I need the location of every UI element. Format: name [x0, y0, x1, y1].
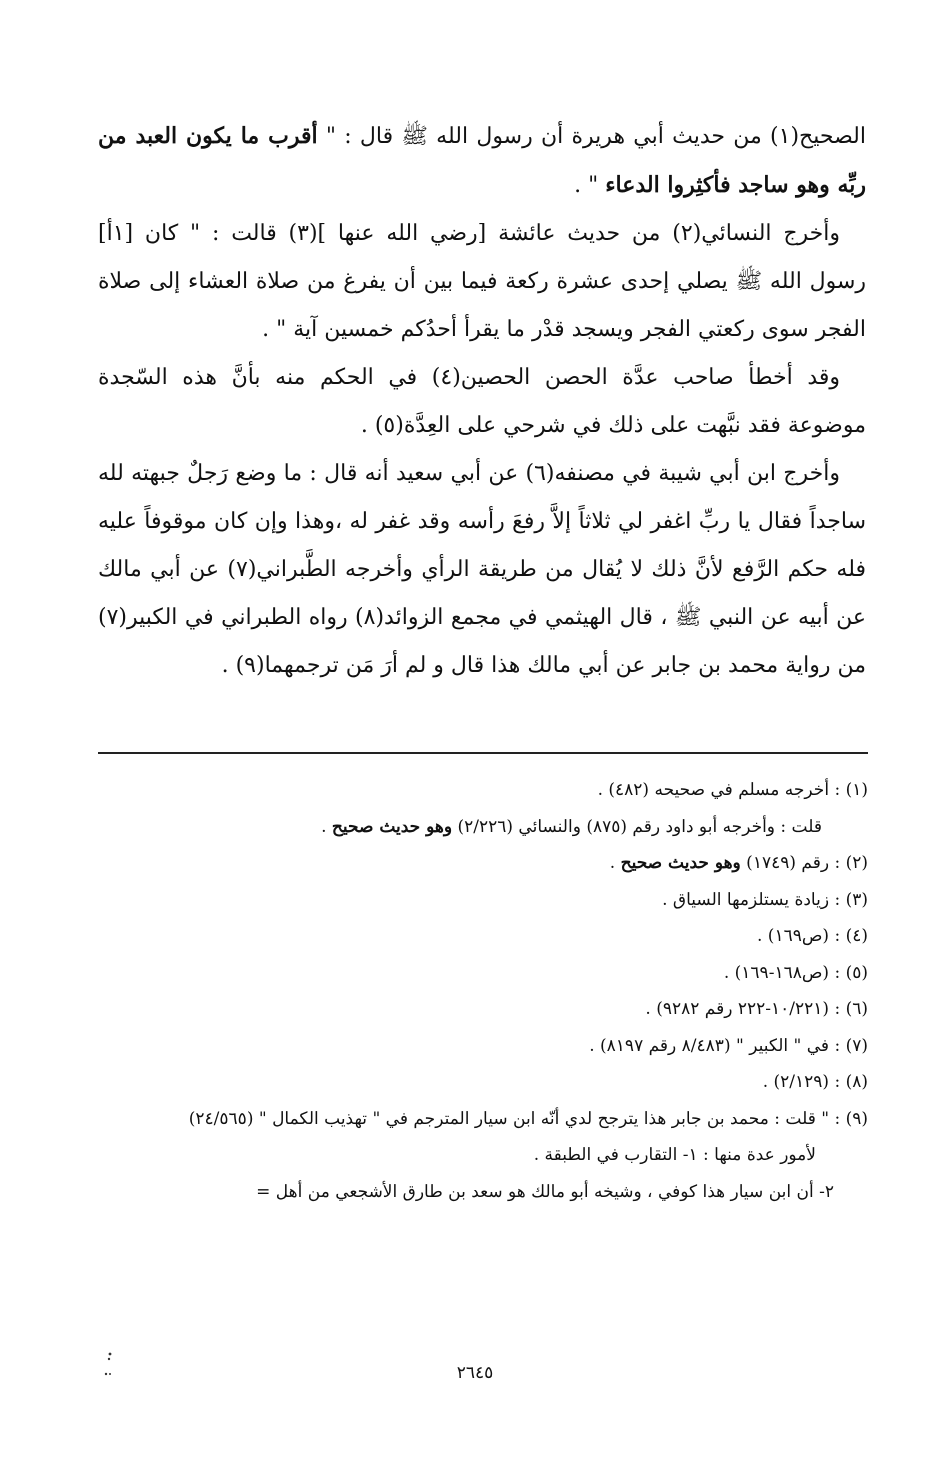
footnote-6	[98, 991, 868, 1028]
footnote-text: ٢- أن ابن سيار هذا كوفي ، وشيخه أبو مالك هو سعد بن طارق الأشجعي من أهل =	[256, 1181, 834, 1202]
footnote-text: (٩) : " قلت : محمد بن جابر هذا يترجح لدي أنّه ابن سيار المترجم في " تهذيب الكمال " (٢٤/٥٦٥)	[188, 1108, 868, 1129]
grading-text: وهو حديث صحيح	[331, 816, 453, 837]
footnote-2	[98, 845, 868, 882]
footnote-text: (٥) : (ص١٦٨-١٦٩) .	[723, 962, 868, 983]
text-segment: وقد أخطأ صاحب عدَّة الحصن الحصين(٤) في الحكم منه بأنَّ هذه السّجدة موضوعة فقد نبَّهت على ذلك في شرحي على العِدَّة(٥) .	[98, 365, 866, 438]
text-segment: وأخرج النسائي(٢) من حديث عائشة [رضي الله عنها ](٣) قالت : " كان [١أ] رسول الله ﷺ يصلي إحدى عشرة ركعة فيما بين أن يفرغ من صلاة العشاء إلى صلاة الفجر سوى ركعتي الفجر ويسجد قدْر ما يقرأ أحدُكم خمسين آية " .	[98, 221, 866, 342]
footnote-text: (١) : أخرجه مسلم في صحيحه (٤٨٢) .	[597, 780, 868, 800]
footnote-8	[98, 1064, 868, 1101]
footnote-3	[98, 882, 868, 919]
footnote-9-continuation	[98, 1174, 868, 1211]
footnote-7	[98, 1028, 868, 1065]
text-segment: الصحيح(١) من حديث أبي هريرة أن رسول الله ﷺ قال : "	[317, 124, 866, 149]
paragraph-3	[98, 354, 866, 450]
footnote-text: (٢) : رقم (١٧٤٩)	[740, 853, 868, 873]
footnote-1	[98, 772, 868, 809]
footnote-text: .	[609, 853, 621, 873]
footnote-5	[98, 955, 868, 992]
footnote-text: (٨) : (٢/١٢٩) .	[762, 1072, 868, 1092]
footnote-text: .	[321, 816, 332, 837]
paragraph-1	[98, 112, 866, 210]
footnote-text: لأمور عدة منها : ١- التقارب في الطبقة .	[533, 1145, 816, 1165]
footnote-9	[98, 1101, 868, 1138]
main-text	[98, 112, 866, 690]
text-segment: " .	[574, 173, 606, 198]
footnote-text: (٤) : (ص١٦٩) .	[757, 926, 868, 946]
footnote-4	[98, 918, 868, 955]
footnotes	[98, 772, 868, 1210]
paragraph-4	[98, 450, 866, 690]
grading-text: وهو حديث صحيح	[620, 853, 741, 873]
footnote-text: (٣) : زيادة يستلزمها السياق .	[662, 889, 868, 910]
hadith-text: أقرب ما يكون العبد من ربِّه وهو ساجد فأكثِروا الدعاء	[98, 123, 866, 198]
footnote-divider	[98, 752, 868, 754]
paragraph-2	[98, 210, 866, 354]
footnote-9-continuation	[98, 1137, 868, 1174]
footnote-text: (٦) : (١٠/٢٢١-٢٢٢ رقم ٩٢٨٢) .	[645, 999, 868, 1019]
footnote-1-note	[98, 809, 868, 846]
page-number: ٢٦٤٥	[456, 1363, 494, 1383]
text-segment: وأخرج ابن أبي شيبة في مصنفه(٦) عن أبي سعيد أنه قال : ما وضع رَجلٌ جبهته لله ساجداً فقال يا ربِّ اغفر لي ثلاثاً إلاَّ رفعَ رأسه وقد غفر له ،وهذا وإن كان موقوفاً عليه فله حكم الرَّفع لأنَّ ذلك لا يُقال من طريقة الرأي وأخرجه الطَّبراني(٧) عن أبي مالك عن أبيه عن النبي ﷺ ، قال الهيثمي في مجمع الزوائد(٨) رواه الطبراني في الكبير(٧) من رواية محمد بن جابر عن أبي مالك هذا قال و لم أرَ مَن ترجمهما(٩) .	[98, 461, 866, 678]
footnote-text: (٧) : في " الكبير " (٨/٤٨٣ رقم ٨١٩٧) .	[589, 1035, 868, 1056]
footnote-text: قلت : وأخرجه أبو داود رقم (٨٧٥) والنسائي (٢/٢٢٦)	[452, 816, 822, 837]
